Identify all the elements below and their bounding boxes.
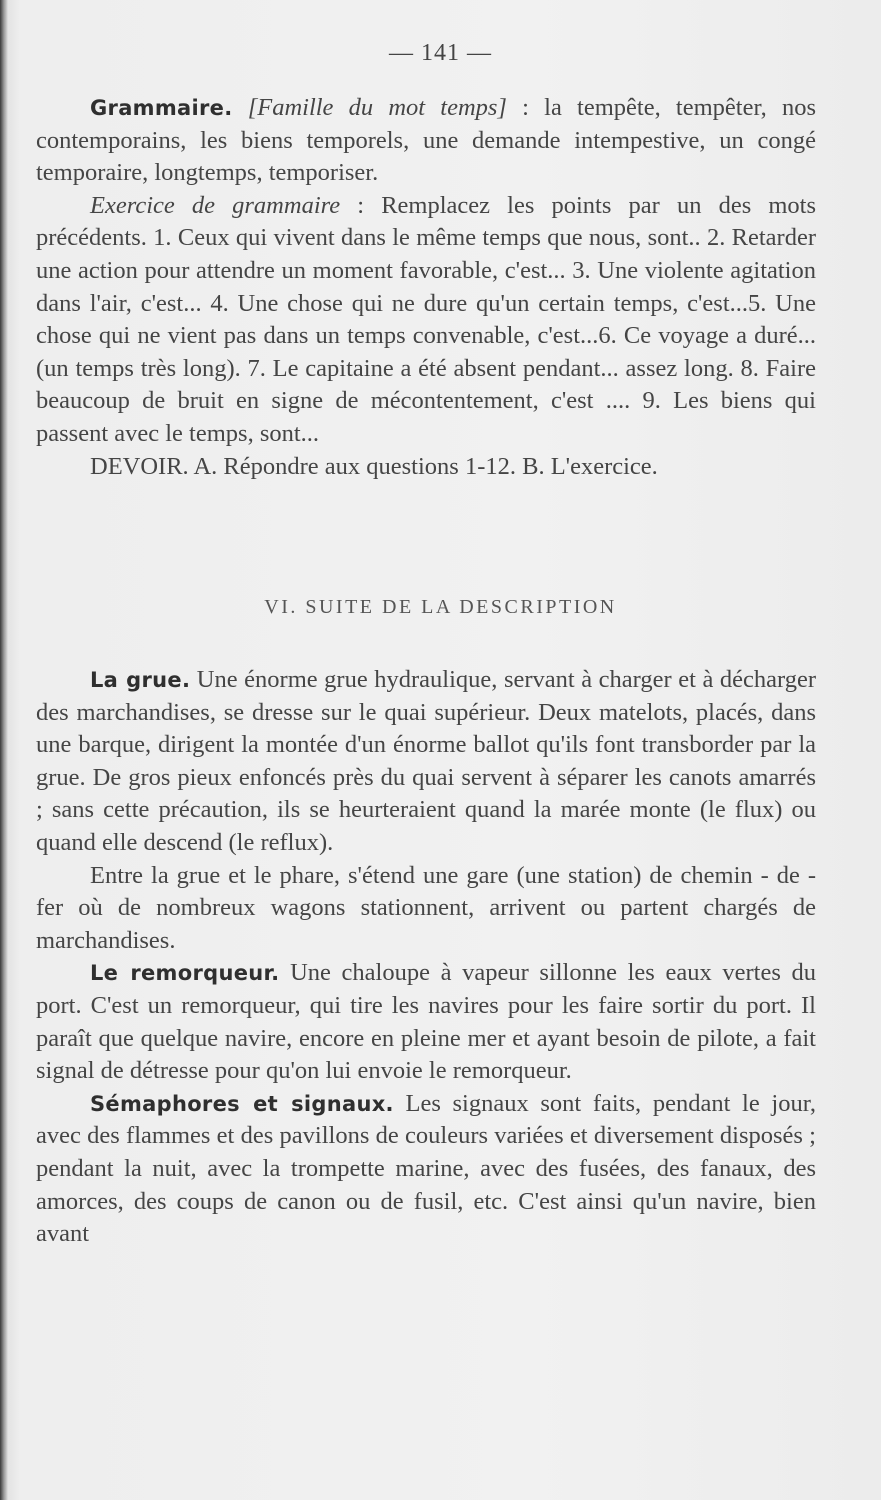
grue-text: Une énorme grue hydraulique, servant à charger et à décharger des marchandises, se dresse sur le quai supérieur. Deux matelots, placés, dans une barque, dirigent la montée d'un énorme ballot qu'ils font transborder par la grue. De gros pieux enfoncés près du quai servent à séparer les canots amarrés ; sans cette précaution, ils se heurteraient quand la marée monte (le flux) ou quand elle descend (le reflux). [36, 666, 816, 856]
remorqueur-paragraph [36, 957, 816, 1087]
grammaire-heading: Grammaire. [90, 96, 233, 120]
semaphores-paragraph [36, 1088, 816, 1251]
gare-paragraph: Entre la grue et le phare, s'étend une gare (une station) de chemin - de - fer où de nombreux wagons stationnent, arrivent ou partent chargés de marchandises. [36, 861, 816, 954]
bottom-text-block [36, 664, 816, 1251]
page-number: — 141 — [389, 40, 492, 66]
exercice-paragraph [36, 190, 816, 451]
remorqueur-text: Une chaloupe à vapeur sillonne les eaux vertes du port. C'est un remorqueur, qui tire les navires pour les faire sortir du port. Il paraît que quelque navire, encore en pleine mer et ayant besoin de pilote, a fait signal de détresse pour qu'on lui envoie le remorqueur. [36, 959, 816, 1085]
grue-paragraph [36, 664, 816, 860]
grammaire-paragraph [36, 92, 816, 190]
page-spine-shadow [0, 0, 8, 1500]
section-title: VI. SUITE DE LA DESCRIPTION [264, 596, 617, 618]
grammaire-subheading: [Famille du mot temps] [247, 94, 507, 121]
grammaire-text: : la tempête, tempêter, nos contemporains, les biens temporels, une demande intempestive, un congé temporaire, longtemps, temporiser. [36, 94, 816, 187]
devoir-line: DEVOIR. A. Répondre aux questions 1-12. B. L'exercice. [90, 452, 658, 480]
exercice-text: : Remplacez les points par un des mots précédents. 1. Ceux qui vivent dans le même temps que nous, sont.. 2. Retarder une action pour attendre un moment favorable, c'est... 3. Une violente agitation dans l'air, c'est... 4. Une chose qui ne dure qu'un certain temps, c'est...5. Une chose qui ne vient pas dans un temps convenable, c'est...6. Ce voyage a duré... (un temps très long). 7. Le capitaine a été absent pendant... assez long. 8. Faire beaucoup de bruit en signe de mécontentement, c'est .... 9. Les biens qui passent avec le temps, sont... [36, 191, 817, 447]
semaphores-text: Les signaux sont faits, pendant le jour, avec des flammes et des pavillons de couleurs variées et diversement disposés ; pendant la nuit, avec la trompette marine, avec des fusées, des fanaux, des amorces, des coups de canon ou de fusil, etc. C'est ainsi qu'un navire, bien avant [36, 1089, 816, 1248]
exercice-heading: Exercice de grammaire [90, 191, 341, 219]
semaphores-heading: Sémaphores et signaux. [90, 1091, 394, 1116]
remorqueur-heading: Le remorqueur. [90, 961, 280, 986]
grue-heading: La grue. [90, 668, 191, 692]
top-text-block [36, 92, 816, 483]
